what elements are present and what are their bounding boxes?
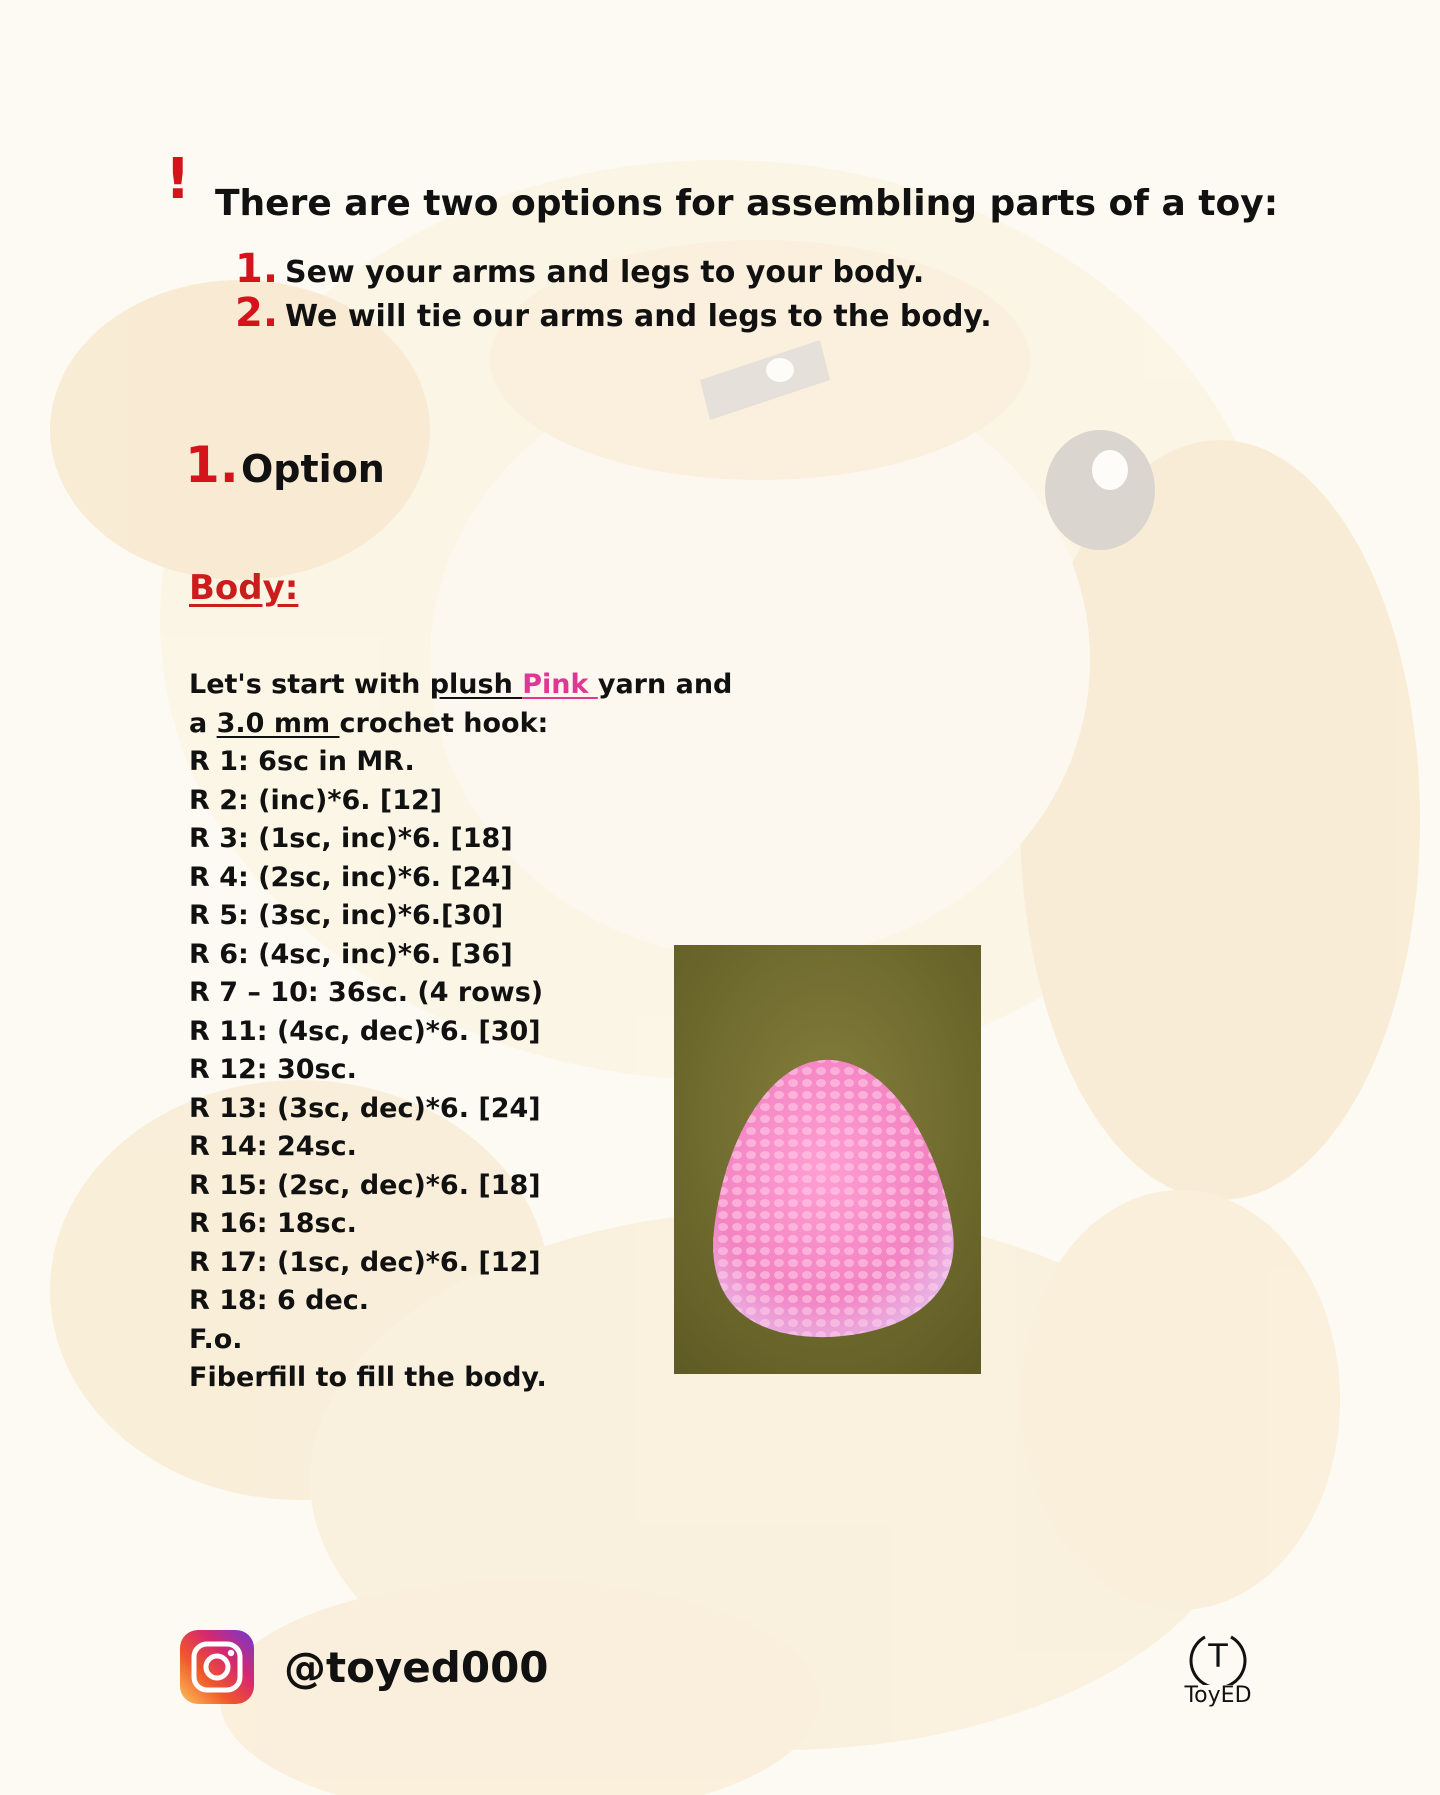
body-section-title: Body:	[189, 568, 299, 608]
pattern-row: Fiberfill to fill the body.	[189, 1362, 547, 1393]
pattern-row: R 6: (4sc, inc)*6. [36]	[189, 938, 513, 970]
brand-name: ToyED	[1184, 1683, 1252, 1708]
intro-line-2	[189, 705, 732, 744]
option-heading-number: 1.	[185, 436, 239, 494]
intro-line-1	[189, 666, 732, 705]
pattern-row: R 18: 6 dec.	[189, 1285, 370, 1316]
brand-letter: T	[1208, 1637, 1228, 1675]
pattern-row: F.o.	[189, 1323, 243, 1355]
notice-heading: There are two options for assembling parts of a toy:	[215, 183, 1279, 224]
pattern-row: R 15: (2sc, dec)*6. [18]	[189, 1169, 541, 1201]
row-list	[189, 743, 732, 1398]
toyed-logo-icon	[1183, 1627, 1253, 1685]
option-heading-label: Option	[241, 447, 385, 491]
assembly-option-1	[235, 246, 992, 290]
assembly-option-2	[235, 290, 992, 334]
intro-text-3: a	[189, 707, 217, 739]
exclamation-mark: !	[165, 147, 191, 212]
option-heading	[185, 436, 385, 494]
pattern-row: R 3: (1sc, inc)*6. [18]	[189, 823, 513, 854]
pattern-row: R 4: (2sc, inc)*6. [24]	[189, 861, 513, 893]
instagram-handle: @toyed000	[284, 1642, 549, 1692]
pattern-row: R 11: (4sc, dec)*6. [30]	[189, 1015, 541, 1047]
crocheted-body-photo	[674, 945, 981, 1374]
intro-text: Let's start with	[189, 669, 430, 700]
option-text: We will tie our arms and legs to the body.	[285, 299, 992, 334]
pattern-row: R 5: (3sc, inc)*6.[30]	[189, 900, 504, 931]
pattern-row: R 14: 24sc.	[189, 1131, 357, 1162]
pink-color-text: Pink	[522, 669, 598, 700]
option-number: 1.	[235, 246, 279, 292]
option-number: 2.	[235, 290, 279, 336]
intro-text-2: yarn and	[597, 669, 733, 700]
instagram-link[interactable]	[180, 1630, 549, 1704]
assembly-options-list	[235, 246, 992, 334]
pattern-row: R 2: (inc)*6. [12]	[189, 784, 443, 816]
option-text: Sew your arms and legs to your body.	[285, 255, 925, 290]
pattern-row: R 16: 18sc.	[189, 1208, 357, 1239]
pattern-row: R 7 – 10: 36sc. (4 rows)	[189, 977, 544, 1008]
instagram-icon	[180, 1630, 254, 1704]
body-instructions	[189, 666, 732, 1398]
plush-text: plush	[429, 669, 523, 700]
pattern-row: R 1: 6sc in MR.	[189, 746, 415, 777]
hook-size-text: 3.0 mm	[216, 707, 340, 739]
pattern-row: R 13: (3sc, dec)*6. [24]	[189, 1092, 541, 1124]
pattern-row: R 17: (1sc, dec)*6. [12]	[189, 1246, 541, 1278]
intro-text-4: crochet hook:	[339, 707, 549, 739]
toyed-brand-logo	[1178, 1627, 1258, 1707]
pattern-row: R 12: 30sc.	[189, 1054, 357, 1085]
